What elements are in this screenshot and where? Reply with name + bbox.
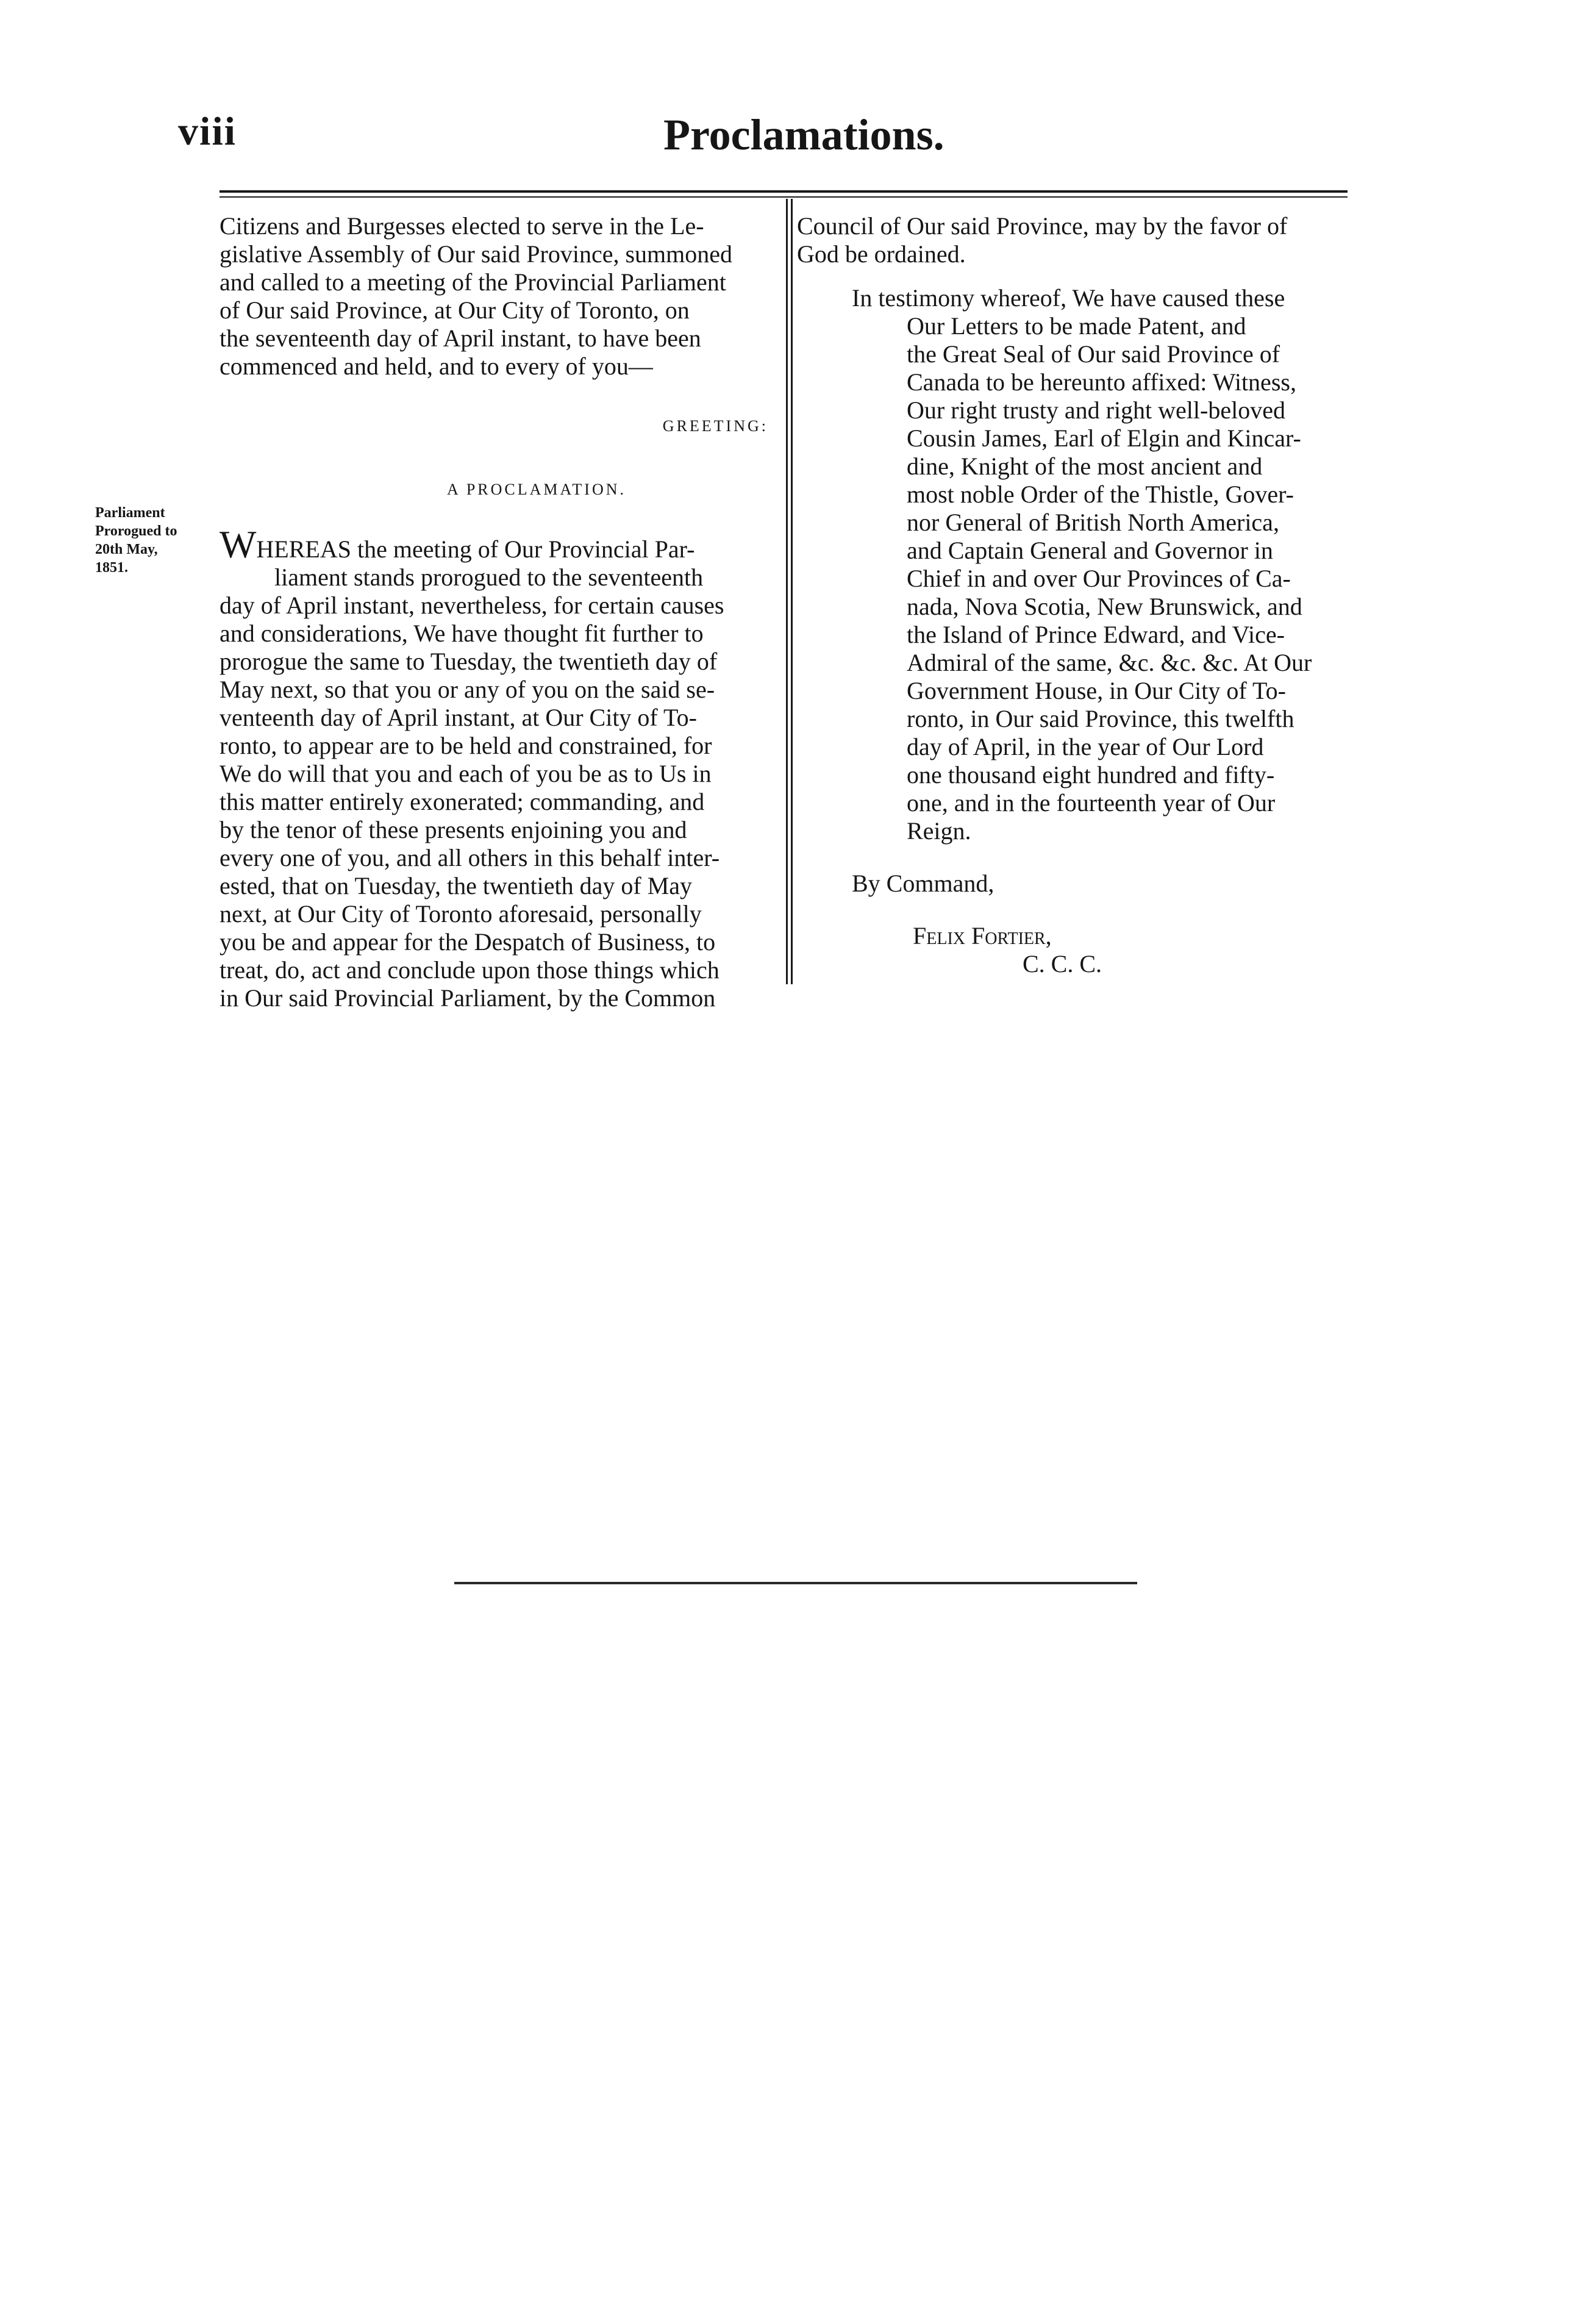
text-line: God be ordained. bbox=[797, 240, 966, 268]
right-column bbox=[797, 212, 1346, 978]
margin-note-line: Parliament bbox=[95, 505, 165, 521]
greeting: GREETING: bbox=[662, 417, 768, 435]
margin-note-line: 20th May, bbox=[95, 542, 158, 557]
text-line: commenced and held, and to every of you— bbox=[220, 352, 653, 380]
header-rule-thin bbox=[220, 196, 1348, 198]
proclamation-first-line bbox=[220, 523, 768, 566]
text-line: the seventeenth day of April instant, to have been bbox=[220, 324, 701, 352]
column-divider-right bbox=[791, 199, 793, 984]
text-line: ronto, to appear are to be held and constrained, for bbox=[220, 732, 712, 759]
text-line: and considerations, We have thought fit further to bbox=[220, 620, 704, 647]
text-line: of Our said Province, at Our City of Toronto, on bbox=[220, 296, 690, 324]
text-line: prorogue the same to Tuesday, the twentieth day of bbox=[220, 648, 718, 675]
bottom-rule bbox=[454, 1582, 1137, 1584]
text-line: day of April instant, nevertheless, for certain causes bbox=[220, 592, 724, 619]
text-line: one thousand eight hundred and fifty- bbox=[907, 761, 1275, 788]
left-column bbox=[220, 212, 768, 1012]
proclamation-heading: A PROCLAMATION. bbox=[446, 481, 627, 498]
text-line: Reign. bbox=[907, 817, 971, 845]
text-line: Canada to be hereunto affixed: Witness, bbox=[907, 368, 1296, 396]
text-line: treat, do, act and conclude upon those things which bbox=[220, 956, 720, 984]
signature-name: Felix Fortier, bbox=[913, 922, 1052, 949]
text-line: by the tenor of these presents enjoining you and bbox=[220, 816, 687, 843]
text-line: gislative Assembly of Our said Province, summoned bbox=[220, 240, 733, 268]
text-line: the Great Seal of Our said Province of bbox=[907, 340, 1280, 368]
text-line: Admiral of the same, &c. &c. &c. At Our bbox=[907, 649, 1312, 676]
testimony-first-line: In testimony whereof, We have caused these bbox=[852, 284, 1285, 312]
text-line: nor General of British North America, bbox=[907, 509, 1279, 536]
text-line: the Island of Prince Edward, and Vice- bbox=[907, 621, 1285, 648]
header-rule-thick bbox=[220, 190, 1348, 193]
text-line: liament stands prorogued to the seventeenth bbox=[274, 563, 704, 591]
text-line: Council of Our said Province, may by the favor of bbox=[797, 212, 1288, 240]
text-line: one, and in the fourteenth year of Our bbox=[907, 789, 1276, 817]
text-line: this matter entirely exonerated; commanding, and bbox=[220, 788, 705, 815]
text-line: We do will that you and each of you be as to Us in bbox=[220, 760, 712, 787]
text-line: Chief in and over Our Provinces of Ca- bbox=[907, 565, 1291, 592]
text-line: next, at Our City of Toronto aforesaid, personally bbox=[220, 900, 702, 928]
drop-cap: W bbox=[220, 523, 257, 566]
text-line: Our right trusty and right well-beloved bbox=[907, 396, 1285, 424]
text-line: ronto, in Our said Province, this twelfth bbox=[907, 705, 1294, 732]
text-line: dine, Knight of the most ancient and bbox=[907, 452, 1263, 480]
margin-note-line: Prorogued to bbox=[95, 523, 177, 539]
text-line: HEREAS the meeting of Our Provincial Par- bbox=[256, 535, 695, 563]
text-line: Government House, in Our City of To- bbox=[907, 677, 1286, 704]
text-line: Our Letters to be made Patent, and bbox=[907, 312, 1246, 340]
text-line: and called to a meeting of the Provincial Parliament bbox=[220, 268, 726, 296]
by-command: By Command, bbox=[852, 870, 994, 897]
signature-title: C. C. C. bbox=[1023, 950, 1102, 978]
text-line: nada, Nova Scotia, New Brunswick, and bbox=[907, 593, 1302, 620]
margin-note bbox=[95, 504, 187, 577]
text-line: in Our said Provincial Parliament, by the Common bbox=[220, 984, 716, 1012]
text-line: ested, that on Tuesday, the twentieth day of May bbox=[220, 872, 693, 899]
text-line: most noble Order of the Thistle, Gover- bbox=[907, 481, 1294, 508]
page-title: Proclamations. bbox=[663, 110, 944, 159]
page-number: viii bbox=[178, 109, 237, 154]
text-line: day of April, in the year of Our Lord bbox=[907, 733, 1264, 760]
text-line: May next, so that you or any of you on the said se- bbox=[220, 676, 715, 703]
text-line: venteenth day of April instant, at Our City of To- bbox=[220, 704, 697, 731]
margin-note-line: 1851. bbox=[95, 560, 128, 576]
text-line: Cousin James, Earl of Elgin and Kincar- bbox=[907, 424, 1301, 452]
text-line: Citizens and Burgesses elected to serve in the Le- bbox=[220, 212, 704, 240]
text-line: and Captain General and Governor in bbox=[907, 537, 1273, 564]
text-line: every one of you, and all others in this behalf inter- bbox=[220, 844, 720, 871]
text-line: you be and appear for the Despatch of Business, to bbox=[220, 928, 716, 956]
column-divider-left bbox=[786, 199, 788, 984]
